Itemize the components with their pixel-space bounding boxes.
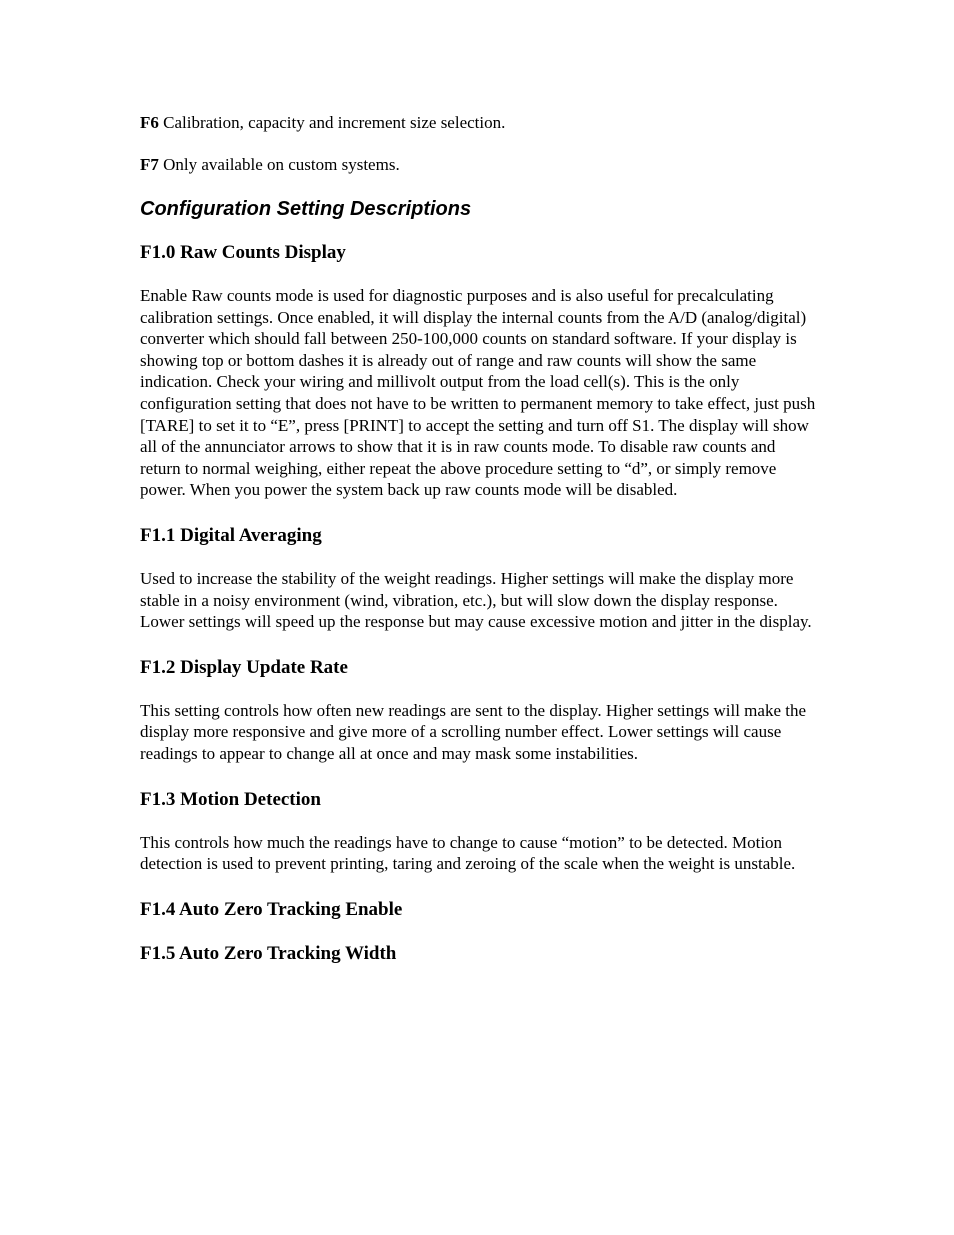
body-f1-2: This setting controls how often new readings are sent to the display. Higher settings will make the display more responsive and give more of a scrolling number effect. Lower settings will cause readings to appear to change all at once and may mask some instabilities. [140,700,807,763]
section-title: Configuration Setting Descriptions [140,198,472,220]
body-f1-1: Used to increase the stability of the weight readings. Higher settings will make the display more stable in a noisy environment (wind, vibration, etc.), but will slow down the display response. Lower settings will speed up the response but may cause excessive motion and jitter in the display. [140,568,812,632]
f6-line [140,112,820,134]
f7-text: Only available on custom systems. [158,155,400,174]
heading-f1-4: F1.4 Auto Zero Tracking Enable [140,898,403,920]
heading-f1-2: F1.2 Display Update Rate [140,656,348,678]
heading-f1-1: F1.1 Digital Averaging [140,524,322,546]
body-f1-0: Enable Raw counts mode is used for diagnostic purposes and is also useful for precalculating calibration settings. Once enabled, it will display the internal counts from the A/D (analog/digital) converter which should fall between 250-100,000 counts on standard software. If your display is showing top or bottom dashes it is already out of range and raw counts will show the same indication. Check your wiring and millivolt output from the load cell(s). This is the only configuration setting that does not have to be written to permanent memory to take effect, just push [TARE] to set it to “E”, press [PRINT] to accept the setting and turn off S1. The display will show all of the annunciator arrows to show that it is in raw counts mode. To disable raw counts and return to normal weighing, either repeat the above procedure setting to “d”, or simply remove power. When you power the system back up raw counts mode will be disabled. [140,286,816,500]
heading-f1-0: F1.0 Raw Counts Display [140,242,346,263]
f7-line [140,154,820,176]
document-page [140,112,820,986]
heading-f1-5: F1.5 Auto Zero Tracking Width [140,942,397,964]
heading-f1-3: F1.3 Motion Detection [140,788,321,810]
f7-code: F7 [140,155,159,174]
f6-code: F6 [140,113,159,132]
f6-text: Calibration, capacity and increment size selection. [158,113,506,132]
body-f1-3: This controls how much the readings have to change to cause “motion” to be detected. Motion detection is used to prevent printing, taring and zeroing of the scale when the weight is unstable. [140,832,796,874]
